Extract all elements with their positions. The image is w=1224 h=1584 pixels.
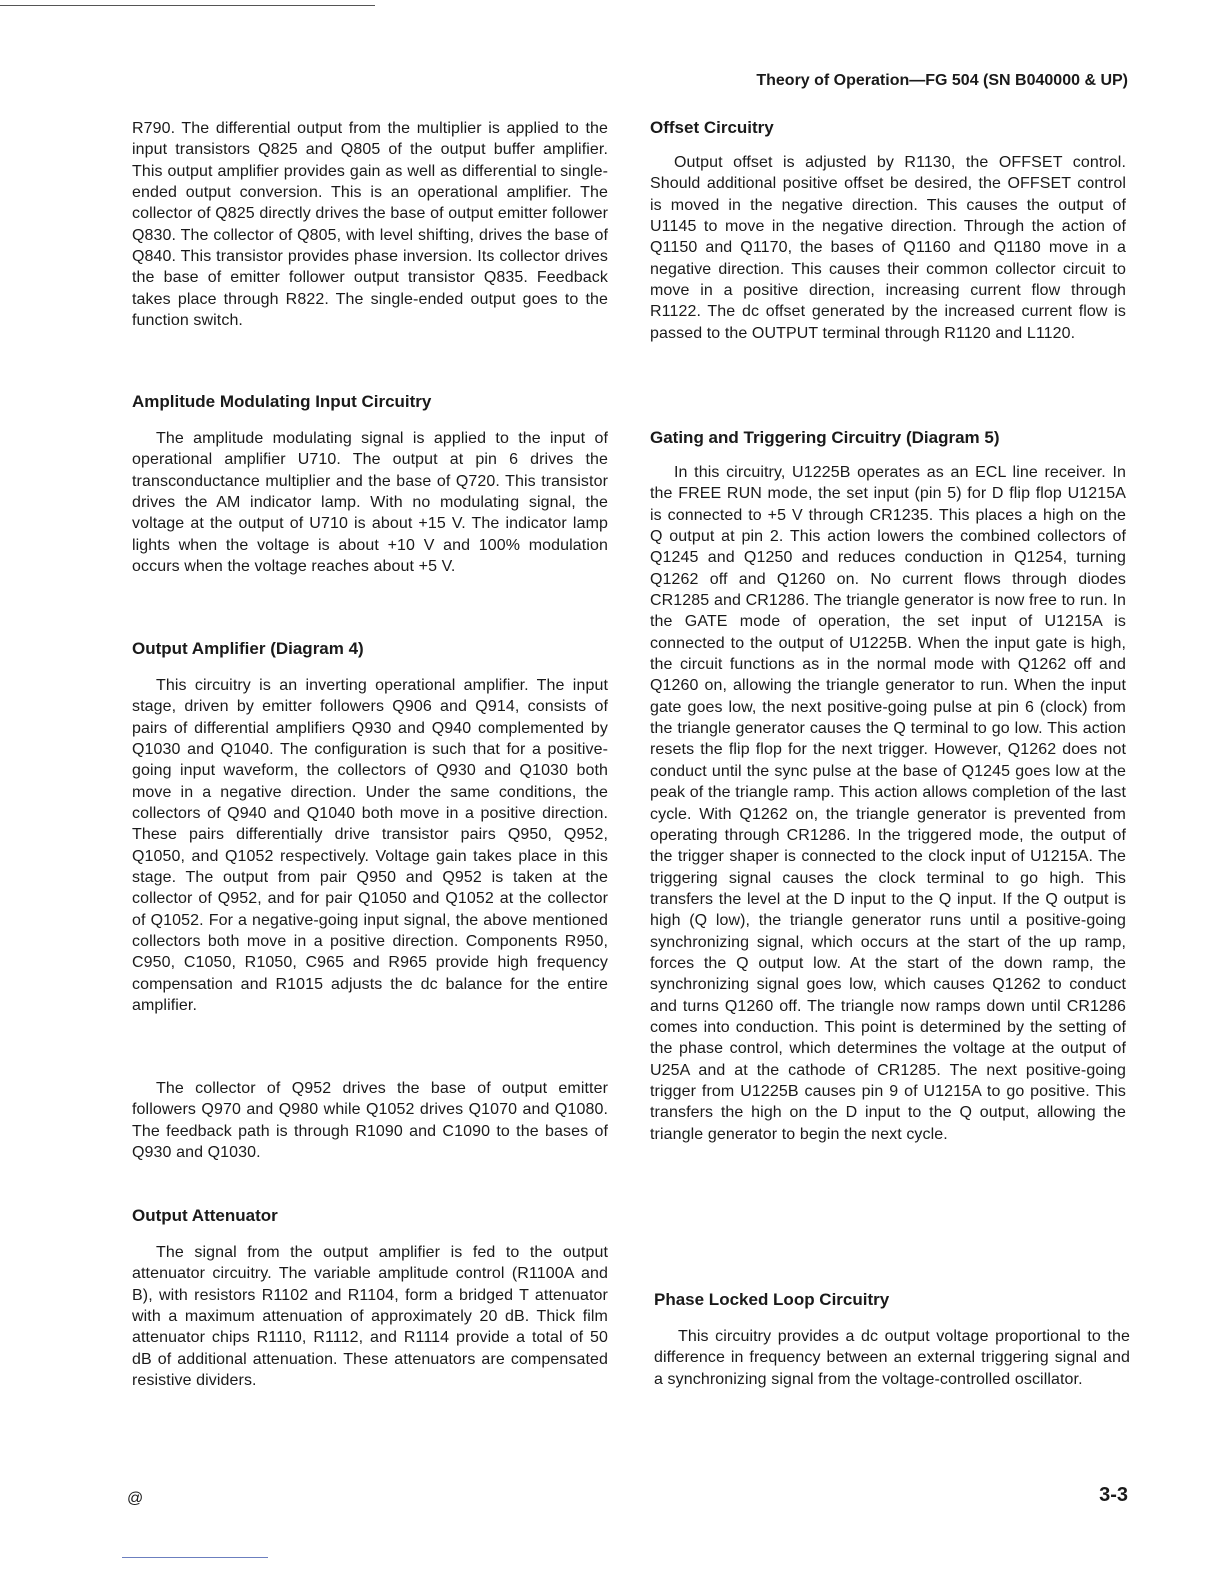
paragraph: This circuitry is an inverting operational amplifier. The input stage, driven by emitter followers Q906 and Q914, consists of pairs of differential amplifiers Q930 and Q940 complemented by Q1030 and Q1040. The configuration is such that for a positive-going input waveform, the collectors of Q930 and Q1030 both move in a negative direction. Under the same conditions, the collectors of Q940 and Q1040 both move in a positive direction. These pairs differentially drive transistor pairs Q950, Q952, Q1050, and Q1052 respectively. Voltage gain takes place in this stage. The output from pair Q950 and Q952 is taken at the collector of Q952, and for pair Q1050 and Q1052 at the collector of Q1052. For a negative-going input signal, the above mentioned collectors both move in a positive direction. Components R950, C950, C1050, R1050, C965 and R965 provide high frequency compensation and R1015 adjusts the dc balance for the entire amplifier. <box>132 677 608 1015</box>
section-heading: Output Amplifier (Diagram 4) <box>132 639 364 658</box>
paragraph: The amplitude modulating signal is applied to the input of operational amplifier U710. The output at pin 6 drives the transconductance multiplier and the base of Q720. This transistor drives the AM indicator lamp. With no modulating signal, the voltage at the output of U710 is about +15 V. The indicator lamp lights when the voltage is about +10 V and 100% modulation occurs when the voltage reaches about +5 V. <box>132 430 608 576</box>
paragraph: In this circuitry, U1225B operates as an ECL line receiver. In the FREE RUN mode, the set input (pin 5) for D flip flop U1215A is connected to +5 V through CR1235. This places a high on the Q output at pin 2. This action lowers the combined collectors of Q1245 and Q1250 and reduces conduction in Q1254, turning Q1262 off and Q1260 on. No current flows through diodes CR1285 and CR1286. The triangle generator is now free to run. In the GATE mode of operation, the set input of U1215A is connected to the output of U1225B. When the input gate is high, the circuit functions as in the normal mode with Q1262 off and Q1260 on, allowing the triangle generator to run. When the input gate goes low, the next positive-going pulse at pin 6 (clock) from the triangle generator causes the Q terminal to go low. This action resets the flip flop for the next trigger. However, Q1262 does not conduct until the sync pulse at the base of Q1245 goes low at the peak of the triangle ramp. This action allows completion of the last cycle. With Q1262 on, the triangle generator is prevented from operating through CR1286. In the triggered mode, the output of the trigger shaper is connected to the clock input of U1215A. The triggering signal causes the clock terminal to go high. This transfers the level at the D input to the Q input. If the Q output is high (Q low), the triangle generator runs until a positive-going synchronizing signal, which occurs at the start of the up ramp, forces the Q output low. At the start of the down ramp, the synchronizing signal goes low, which causes Q1262 to conduct and turns Q1260 off. The triangle now ramps down until CR1286 comes into conduction. This point is determined by the setting of the phase control, which determines the voltage at the output of U25A and at the cathode of CR1285. The next positive-going trigger from U1225B causes pin 9 of U1215A to go positive. This transfers the high on the D input to the Q output, allowing the triangle generator to begin the next cycle. <box>650 464 1126 1143</box>
paragraph: The signal from the output amplifier is fed to the output attenuator circuitry. The variable amplitude control (R1100A and B), with resistors R1102 and R1104, form a bridged T attenuator with a maximum attenuation of approximately 20 dB. Thick film attenuator chips R1110, R1112, and R1114 provide a total of 50 dB of additional attenuation. These attenuators are compensated resistive dividers. <box>132 1244 608 1390</box>
section-heading: Amplitude Modulating Input Circuitry <box>132 392 432 411</box>
section-heading: Offset Circuitry <box>650 118 774 137</box>
paragraph: Output offset is adjusted by R1130, the OFFSET control. Should additional positive offset be desired, the OFFSET control is moved in the negative direction. This causes the output of U1145 to move in the negative direction. Through the action of Q1150 and Q1170, the bases of Q1160 and Q1180 move in a negative direction. This causes their common collector circuit to move in a positive direction, increasing current flow through R1122. The dc offset generated by the increased current flow is passed to the OUTPUT terminal through R1120 and L1120. <box>650 154 1126 342</box>
paragraph: The collector of Q952 drives the base of output emitter followers Q970 and Q980 while Q1052 drives Q1070 and Q1080. The feedback path is through R1090 and C1090 to the bases of Q930 and Q1030. <box>132 1080 608 1162</box>
section-heading: Output Attenuator <box>132 1206 278 1225</box>
section-heading: Phase Locked Loop Circuitry <box>654 1290 890 1309</box>
section-heading: Gating and Triggering Circuitry (Diagram 5) <box>650 428 1000 447</box>
top-rule <box>0 5 375 6</box>
page-number: 3-3 <box>1099 1484 1128 1506</box>
bottom-rule <box>122 1557 268 1558</box>
paragraph: This circuitry provides a dc output voltage proportional to the difference in frequency between an external triggering signal and a synchronizing signal from the voltage-controlled oscillator. <box>654 1328 1130 1388</box>
paragraph: R790. The differential output from the multiplier is applied to the input transistors Q825 and Q805 of the output buffer amplifier. This output amplifier provides gain as well as differential to single-ended output conversion. This is an operational amplifier. The collector of Q825 directly drives the base of output emitter follower Q830. The collector of Q805, with level shifting, drives the base of Q840. This transistor provides phase inversion. Its collector drives the base of emitter follower output transistor Q835. Feedback takes place through R822. The single-ended output goes to the function switch. <box>132 120 608 330</box>
running-header: Theory of Operation—FG 504 (SN B040000 & UP) <box>756 72 1128 89</box>
footer-symbol: @ <box>127 1490 144 1507</box>
